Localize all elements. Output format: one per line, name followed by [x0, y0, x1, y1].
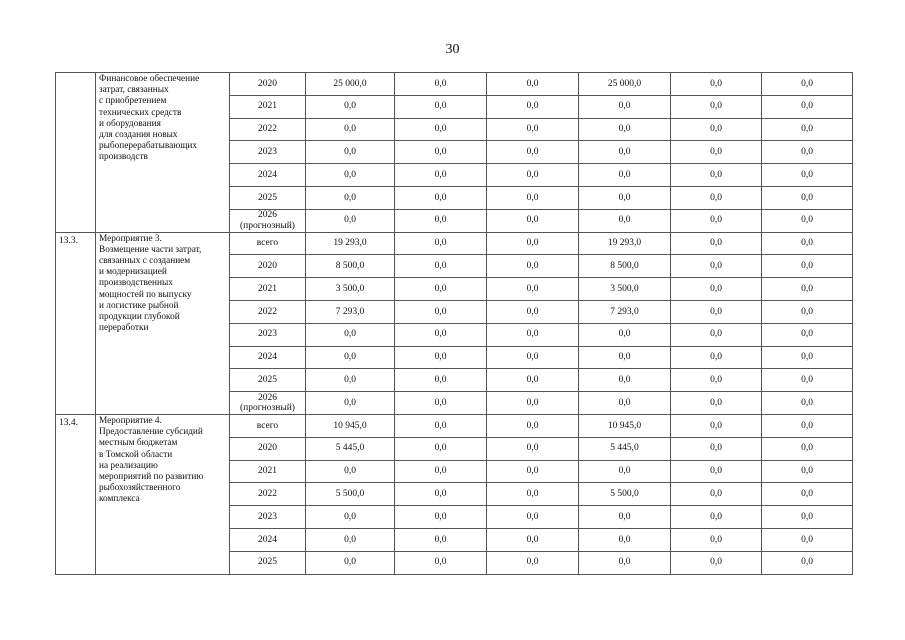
value-cell: 0,0 [487, 414, 579, 437]
value-cell: 0,0 [762, 506, 853, 529]
value-cell: 0,0 [395, 95, 487, 118]
value-cell: 0,0 [671, 369, 762, 392]
value-cell: 0,0 [671, 346, 762, 369]
value-cell: 0,0 [579, 528, 671, 551]
value-cell: 0,0 [762, 186, 853, 209]
value-cell: 0,0 [579, 95, 671, 118]
value-cell: 0,0 [395, 506, 487, 529]
value-cell: 0,0 [762, 323, 853, 346]
value-cell: 0,0 [762, 118, 853, 141]
value-cell: 0,0 [487, 392, 579, 415]
year-cell: 2025 [230, 369, 306, 392]
value-cell: 0,0 [579, 118, 671, 141]
item-name-cell: Мероприятие 3. Возмещение части затрат, связанных с созданием и модернизацией производственных мощностей по выпуску и логистике рыбной продукции глубокой переработки [96, 232, 230, 414]
year-cell: 2023 [230, 506, 306, 529]
value-cell: 0,0 [579, 186, 671, 209]
value-cell: 0,0 [395, 278, 487, 301]
value-cell: 0,0 [395, 186, 487, 209]
value-cell: 0,0 [487, 255, 579, 278]
year-cell: 2024 [230, 528, 306, 551]
value-cell: 0,0 [762, 255, 853, 278]
item-number-cell [56, 73, 96, 233]
value-cell: 0,0 [306, 186, 395, 209]
table-row [56, 232, 853, 255]
value-cell: 0,0 [579, 392, 671, 415]
value-cell: 0,0 [487, 118, 579, 141]
year-cell: 2026 (прогнозный) [230, 392, 306, 415]
value-cell: 0,0 [306, 369, 395, 392]
value-cell: 0,0 [671, 141, 762, 164]
value-cell: 8 500,0 [579, 255, 671, 278]
item-name-cell: Мероприятие 4. Предоставление субсидий местным бюджетам в Томской области на реализацию мероприятий по развитию рыбохозяйственного комплекса [96, 414, 230, 574]
value-cell: 0,0 [762, 95, 853, 118]
value-cell: 0,0 [487, 528, 579, 551]
value-cell: 0,0 [487, 506, 579, 529]
value-cell: 0,0 [395, 414, 487, 437]
value-cell: 0,0 [579, 141, 671, 164]
year-cell: всего [230, 232, 306, 255]
value-cell: 0,0 [395, 164, 487, 187]
value-cell: 0,0 [395, 551, 487, 574]
value-cell: 0,0 [671, 278, 762, 301]
value-cell: 0,0 [671, 437, 762, 460]
value-cell: 0,0 [487, 232, 579, 255]
value-cell: 25 000,0 [579, 73, 671, 96]
value-cell: 7 293,0 [306, 300, 395, 323]
value-cell: 0,0 [487, 278, 579, 301]
value-cell: 0,0 [762, 73, 853, 96]
value-cell: 0,0 [579, 551, 671, 574]
value-cell: 0,0 [395, 460, 487, 483]
value-cell: 0,0 [395, 73, 487, 96]
value-cell: 0,0 [395, 483, 487, 506]
year-cell: 2024 [230, 164, 306, 187]
value-cell: 0,0 [487, 369, 579, 392]
value-cell: 8 500,0 [306, 255, 395, 278]
value-cell: 0,0 [762, 232, 853, 255]
value-cell: 0,0 [306, 141, 395, 164]
value-cell: 0,0 [762, 483, 853, 506]
value-cell: 0,0 [487, 186, 579, 209]
value-cell: 0,0 [762, 278, 853, 301]
value-cell: 0,0 [671, 551, 762, 574]
value-cell: 0,0 [671, 460, 762, 483]
value-cell: 0,0 [395, 141, 487, 164]
value-cell: 0,0 [395, 528, 487, 551]
year-cell: 2021 [230, 95, 306, 118]
year-cell: 2020 [230, 255, 306, 278]
value-cell: 0,0 [306, 460, 395, 483]
value-cell: 0,0 [306, 164, 395, 187]
value-cell: 0,0 [762, 141, 853, 164]
value-cell: 0,0 [306, 95, 395, 118]
year-cell: 2021 [230, 278, 306, 301]
value-cell: 3 500,0 [306, 278, 395, 301]
value-cell: 7 293,0 [579, 300, 671, 323]
value-cell: 0,0 [579, 346, 671, 369]
value-cell: 0,0 [487, 141, 579, 164]
year-cell: 2022 [230, 118, 306, 141]
value-cell: 0,0 [579, 323, 671, 346]
value-cell: 0,0 [579, 369, 671, 392]
value-cell: 0,0 [671, 323, 762, 346]
value-cell: 0,0 [671, 186, 762, 209]
value-cell: 0,0 [671, 392, 762, 415]
year-cell: 2025 [230, 186, 306, 209]
table-row [56, 73, 853, 96]
value-cell: 0,0 [395, 300, 487, 323]
value-cell: 19 293,0 [306, 232, 395, 255]
value-cell: 0,0 [487, 483, 579, 506]
value-cell: 0,0 [487, 209, 579, 232]
value-cell: 0,0 [487, 460, 579, 483]
value-cell: 0,0 [487, 346, 579, 369]
value-cell: 0,0 [306, 346, 395, 369]
year-cell: 2025 [230, 551, 306, 574]
value-cell: 0,0 [671, 483, 762, 506]
year-cell: 2020 [230, 73, 306, 96]
year-cell: 2020 [230, 437, 306, 460]
value-cell: 0,0 [579, 209, 671, 232]
value-cell: 0,0 [762, 437, 853, 460]
value-cell: 0,0 [306, 528, 395, 551]
value-cell: 0,0 [671, 95, 762, 118]
value-cell: 0,0 [762, 551, 853, 574]
value-cell: 0,0 [762, 392, 853, 415]
value-cell: 0,0 [395, 323, 487, 346]
value-cell: 0,0 [306, 551, 395, 574]
table-body [56, 73, 853, 575]
value-cell: 5 500,0 [306, 483, 395, 506]
value-cell: 0,0 [395, 255, 487, 278]
value-cell: 0,0 [671, 414, 762, 437]
value-cell: 0,0 [395, 392, 487, 415]
value-cell: 0,0 [762, 528, 853, 551]
year-cell: 2022 [230, 300, 306, 323]
value-cell: 0,0 [762, 300, 853, 323]
value-cell: 0,0 [671, 73, 762, 96]
year-cell: 2021 [230, 460, 306, 483]
value-cell: 0,0 [671, 118, 762, 141]
value-cell: 0,0 [487, 95, 579, 118]
value-cell: 0,0 [487, 73, 579, 96]
budget-table [55, 72, 853, 575]
value-cell: 0,0 [579, 460, 671, 483]
value-cell: 0,0 [306, 209, 395, 232]
value-cell: 0,0 [579, 506, 671, 529]
value-cell: 19 293,0 [579, 232, 671, 255]
value-cell: 0,0 [671, 232, 762, 255]
value-cell: 10 945,0 [579, 414, 671, 437]
value-cell: 0,0 [395, 437, 487, 460]
value-cell: 0,0 [762, 414, 853, 437]
table-row [56, 414, 853, 437]
value-cell: 5 445,0 [306, 437, 395, 460]
value-cell: 0,0 [487, 164, 579, 187]
value-cell: 0,0 [306, 118, 395, 141]
value-cell: 0,0 [762, 346, 853, 369]
year-cell: 2026 (прогнозный) [230, 209, 306, 232]
item-name-cell: Финансовое обеспечение затрат, связанных с приобретением технических средств и оборудования для создания новых рыбоперерабатывающих производств [96, 73, 230, 233]
value-cell: 0,0 [487, 437, 579, 460]
value-cell: 10 945,0 [306, 414, 395, 437]
value-cell: 0,0 [306, 506, 395, 529]
value-cell: 0,0 [395, 346, 487, 369]
value-cell: 0,0 [579, 164, 671, 187]
value-cell: 0,0 [306, 323, 395, 346]
value-cell: 0,0 [395, 118, 487, 141]
year-cell: 2023 [230, 141, 306, 164]
value-cell: 0,0 [487, 300, 579, 323]
value-cell: 0,0 [671, 506, 762, 529]
value-cell: 3 500,0 [579, 278, 671, 301]
value-cell: 0,0 [762, 369, 853, 392]
value-cell: 0,0 [395, 232, 487, 255]
value-cell: 0,0 [671, 300, 762, 323]
value-cell: 0,0 [671, 164, 762, 187]
value-cell: 0,0 [395, 369, 487, 392]
item-number-cell: 13.3. [56, 232, 96, 414]
value-cell: 5 500,0 [579, 483, 671, 506]
value-cell: 0,0 [762, 164, 853, 187]
value-cell: 0,0 [487, 551, 579, 574]
value-cell: 5 445,0 [579, 437, 671, 460]
value-cell: 0,0 [671, 528, 762, 551]
value-cell: 25 000,0 [306, 73, 395, 96]
value-cell: 0,0 [395, 209, 487, 232]
value-cell: 0,0 [671, 255, 762, 278]
item-number-cell: 13.4. [56, 414, 96, 574]
year-cell: 2023 [230, 323, 306, 346]
value-cell: 0,0 [671, 209, 762, 232]
year-cell: 2024 [230, 346, 306, 369]
value-cell: 0,0 [762, 460, 853, 483]
year-cell: всего [230, 414, 306, 437]
page-number: 30 [445, 42, 460, 57]
year-cell: 2022 [230, 483, 306, 506]
value-cell: 0,0 [487, 323, 579, 346]
value-cell: 0,0 [762, 209, 853, 232]
value-cell: 0,0 [306, 392, 395, 415]
